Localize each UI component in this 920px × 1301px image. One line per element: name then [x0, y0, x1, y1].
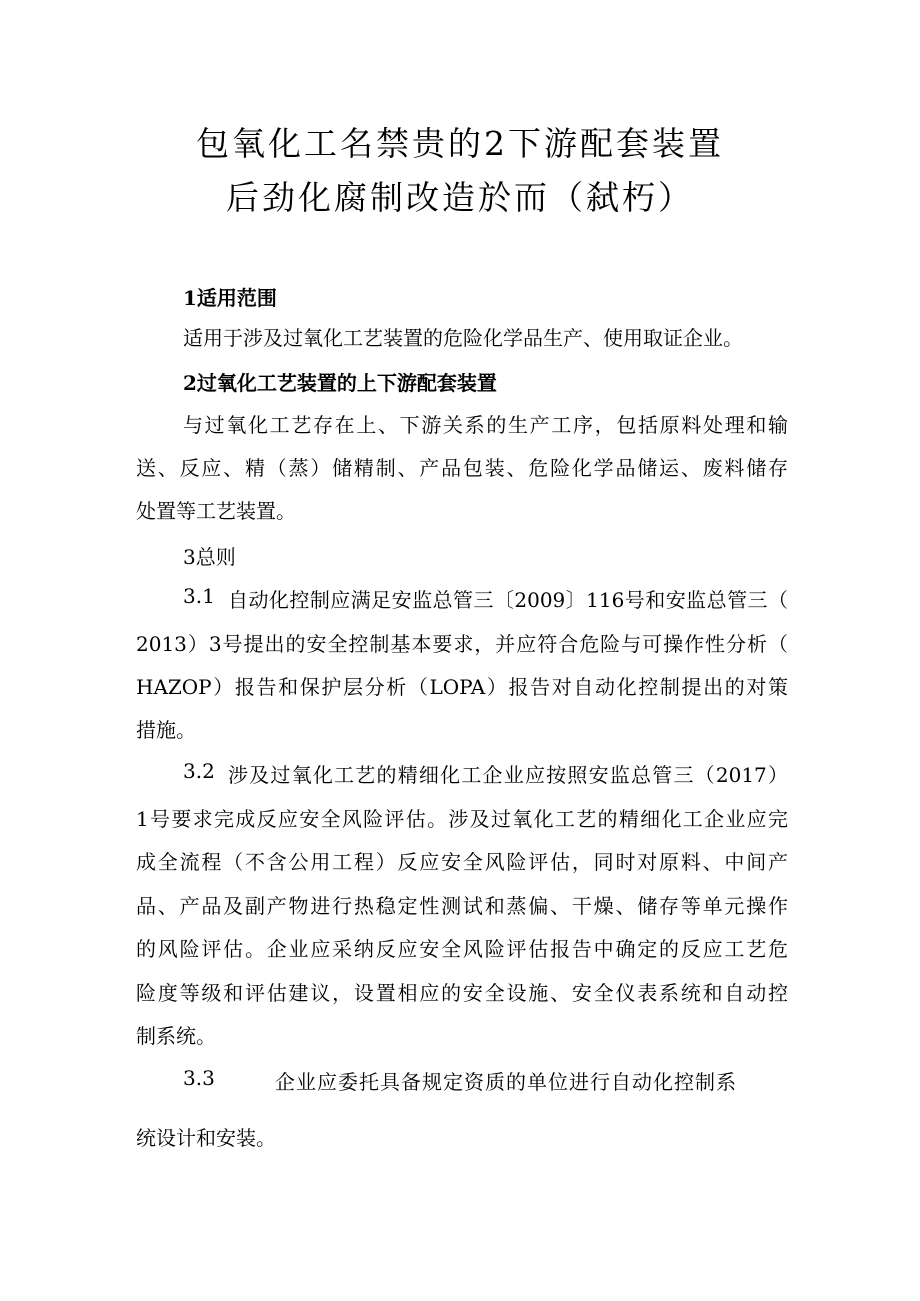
clause-3-3-line-1: 企业应委托具备规定资质的单位进行自动化控制系: [275, 1070, 737, 1094]
clause-3-2-line-7: 制系统。: [136, 1024, 216, 1048]
clause-3-3-line-2: 统设计和安装。: [136, 1126, 276, 1150]
clause-3-1-line-1: 自动化控制应满足安监总管三〔2009〕116号和安监总管三（: [228, 588, 788, 612]
section-3-heading: 3总则: [183, 545, 236, 569]
clause-3-3-number: 3.3: [183, 1066, 215, 1090]
section-2-heading: 2过氧化工艺装置的上下游配套装置: [183, 371, 497, 395]
section-1-heading: 1适用范围: [183, 286, 277, 310]
clause-3-2-line-1: 涉及过氧化工艺的精细化工企业应按照安监总管三（2017）: [228, 763, 788, 787]
clause-3-2-line-4: 品、产品及副产物进行热稳定性测试和蒸偏、干燥、储存等单元操作: [136, 894, 788, 918]
section-2-line-1: 与过氧化工艺存在上、下游关系的生产工序，包括原料处理和输: [183, 413, 788, 437]
section-2-line-2: 送、反应、精（蒸）储精制、产品包装、危险化学品储运、废料储存: [136, 456, 788, 480]
clause-3-2-line-3: 成全流程（不含公用工程）反应安全风险评估，同时对原料、中间产: [136, 850, 788, 874]
doc-title-line-2: 后劲化腐制改造於而（弑朽）: [226, 178, 694, 217]
clause-3-2-number: 3.2: [183, 759, 215, 783]
clause-3-2-line-6: 险度等级和评估建议，设置相应的安全设施、安全仪表系统和自动控: [136, 981, 788, 1005]
clause-3-1-line-3: HAZOP）报告和保护层分析（LOPA）报告对自动化控制提出的对策: [136, 675, 788, 699]
clause-3-1-line-4: 措施。: [136, 718, 196, 742]
clause-3-1-number: 3.1: [183, 584, 215, 608]
doc-title-line-1: 包氧化工名禁贵的2下游配套装置: [196, 124, 724, 163]
clause-3-1-line-2: 2013）3号提出的安全控制基本要求，并应符合危险与可操作性分析（: [136, 632, 788, 656]
clause-3-2-line-2: 1号要求完成反应安全风险评估。涉及过氧化工艺的精细化工企业应完: [136, 807, 788, 831]
clause-3-2-line-5: 的风险评估。企业应采纳反应安全风险评估报告中确定的反应工艺危: [136, 937, 788, 961]
section-2-line-3: 处置等工艺装置。: [136, 499, 296, 523]
section-1-text: 适用于涉及过氧化工艺装置的危险化学品生产、使用取证企业。: [183, 326, 743, 350]
